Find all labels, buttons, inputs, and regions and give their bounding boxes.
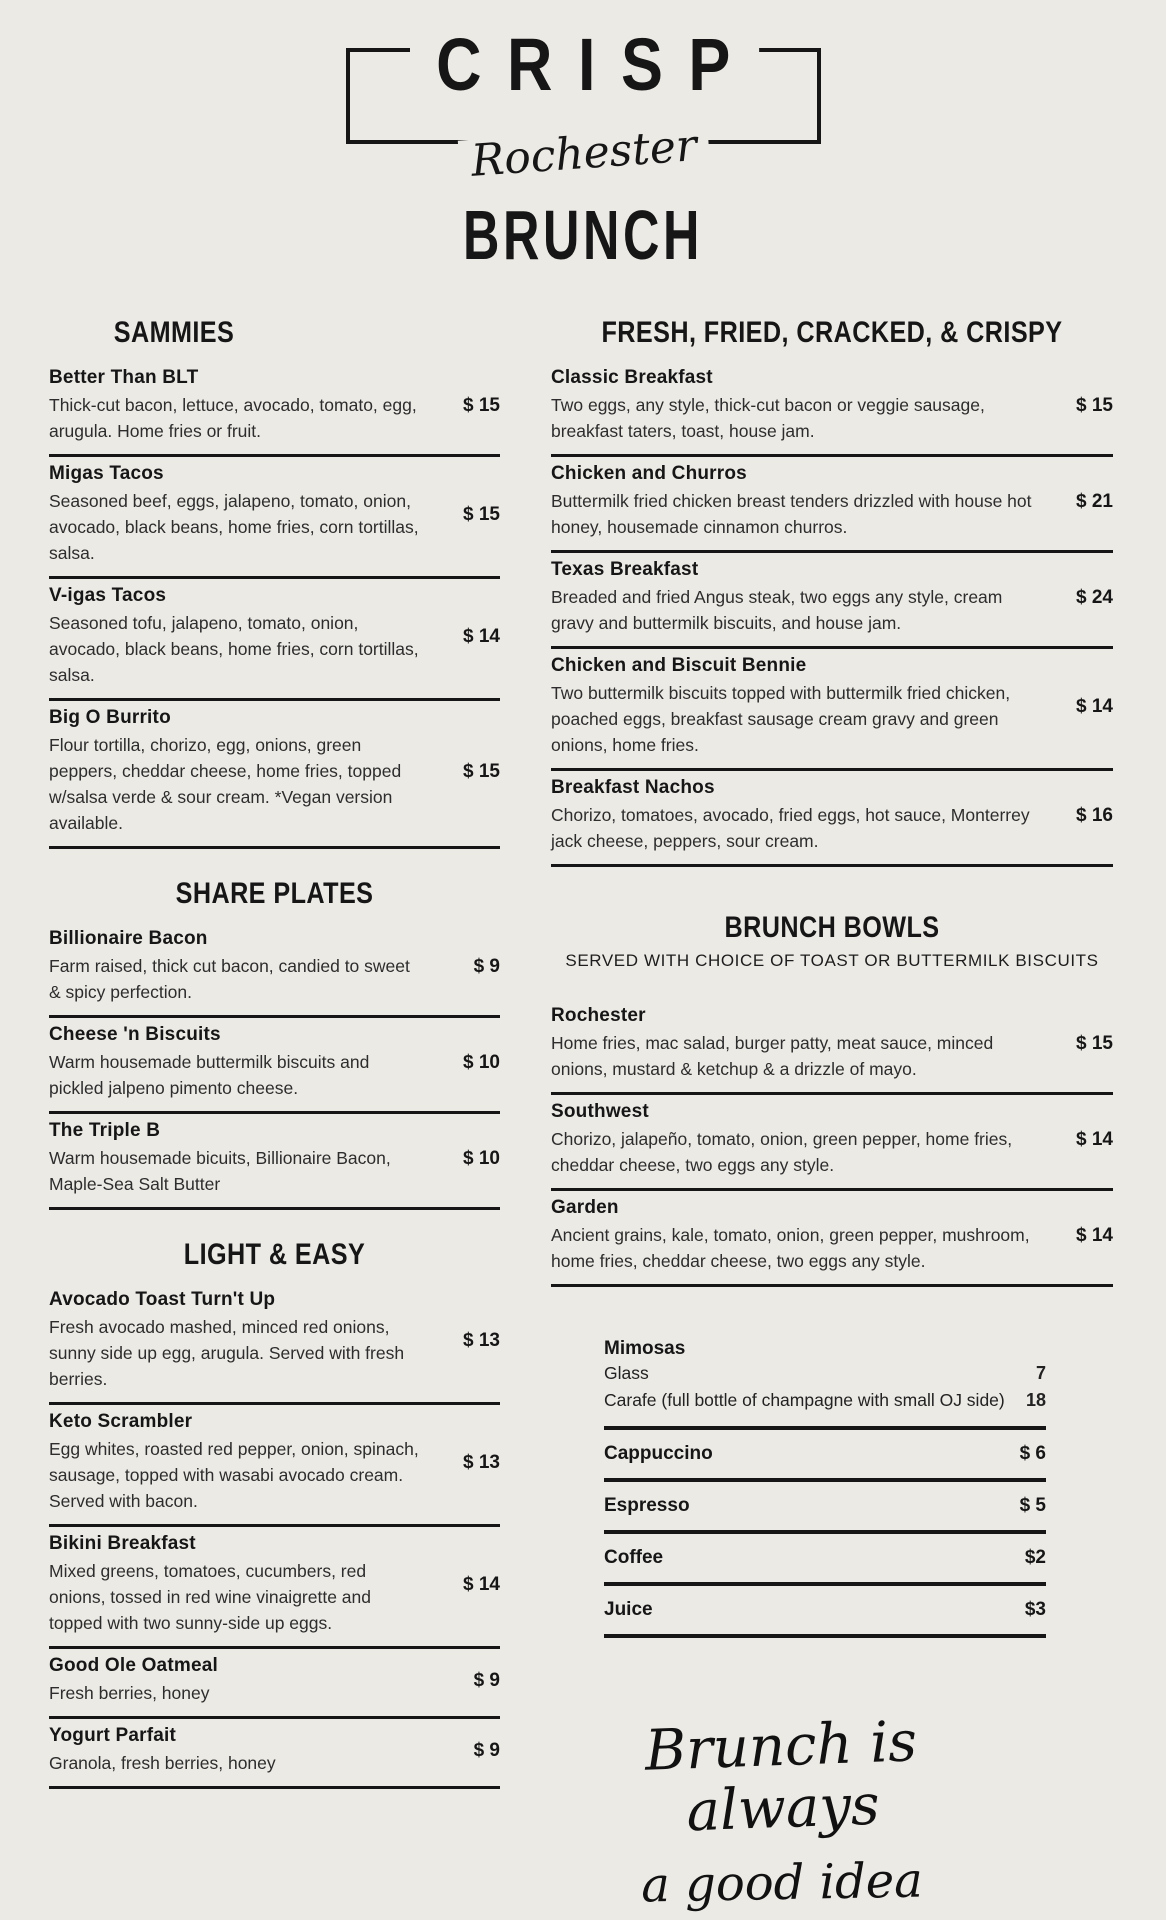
- drinks-section: [604, 1333, 1046, 1638]
- item-description: Chorizo, tomatoes, avocado, fried eggs, hot sauce, Monterrey jack cheese, peppers, sour cream.: [551, 805, 1030, 851]
- menu-item: [551, 1095, 1113, 1191]
- logo: [346, 23, 821, 187]
- item-description: Fresh avocado mashed, minced red onions, sunny side up egg, arugula. Served with fresh berries.: [49, 1317, 405, 1389]
- item-name: Rochester: [551, 1005, 646, 1026]
- drink-name: Mimosas: [604, 1338, 686, 1359]
- item-name: V-igas Tacos: [49, 585, 167, 606]
- item-price: $ 21: [1076, 490, 1113, 512]
- item-description: Granola, fresh berries, honey: [49, 1753, 276, 1773]
- drink-price: $2: [1024, 1546, 1046, 1568]
- item-price: $ 16: [1076, 804, 1113, 826]
- logo-frame-line: [346, 48, 410, 52]
- mimosa-option-label: Glass: [604, 1363, 649, 1383]
- menu-item: [49, 701, 500, 849]
- section-light-easy-items: [49, 1283, 500, 1789]
- item-description: Warm housemade bicuits, Billionaire Bacon, Maple-Sea Salt Butter: [49, 1148, 391, 1194]
- item-price: $ 10: [463, 1051, 500, 1073]
- drink-item: [604, 1482, 1046, 1534]
- item-price: $ 13: [463, 1329, 500, 1351]
- item-price: $ 15: [1076, 394, 1113, 416]
- item-description: Home fries, mac salad, burger patty, meat sauce, minced onions, mustard & ketchup & a drizzle of mayo.: [551, 1033, 994, 1079]
- section-heading-light-easy: LIGHT & EASY: [183, 1238, 366, 1271]
- item-name: The Triple B: [49, 1120, 161, 1141]
- drink-name: Coffee: [604, 1547, 664, 1568]
- item-name: Cheese 'n Biscuits: [49, 1024, 221, 1045]
- item-price: $ 14: [1076, 1224, 1113, 1246]
- item-name: Better Than BLT: [49, 367, 199, 388]
- restaurant-location: Rochester: [457, 123, 709, 184]
- item-price: $ 15: [463, 394, 500, 416]
- drink-item: [604, 1586, 1046, 1638]
- item-price: $ 14: [1076, 1128, 1113, 1150]
- item-name: Chicken and Churros: [551, 463, 747, 484]
- item-description: Breaded and fried Angus steak, two eggs any style, cream gravy and buttermilk biscuits, and house jam.: [551, 587, 1003, 633]
- item-price: $ 15: [463, 503, 500, 525]
- menu-item: [49, 1283, 500, 1405]
- section-heading-sammies: SAMMIES: [113, 316, 235, 349]
- item-name: Garden: [551, 1197, 619, 1218]
- left-column: [49, 300, 500, 1789]
- item-description: Egg whites, roasted red pepper, onion, spinach, sausage, topped with wasabi avocado cream. Served with bacon.: [49, 1439, 419, 1511]
- mimosa-options: [604, 1360, 1046, 1414]
- section-sammies-items: [49, 361, 500, 849]
- menu-item: [49, 361, 500, 457]
- item-price: $ 10: [463, 1147, 500, 1169]
- menu-item: [49, 922, 500, 1018]
- menu-item: [551, 999, 1113, 1095]
- item-price: $ 14: [1076, 695, 1113, 717]
- item-price: $ 14: [463, 1573, 500, 1595]
- item-description: Chorizo, jalapeño, tomato, onion, green pepper, home fries, cheddar cheese, two eggs any style.: [551, 1129, 1013, 1175]
- section-heading-share-plates: SHARE PLATES: [175, 877, 374, 910]
- mimosa-option-price: 18: [1025, 1390, 1046, 1410]
- item-price: $ 24: [1076, 586, 1113, 608]
- restaurant-name: CRISP: [432, 28, 759, 102]
- drink-item: [604, 1534, 1046, 1586]
- item-price: $ 15: [463, 760, 500, 782]
- footer-quote: [551, 1709, 1013, 1914]
- item-description: Seasoned beef, eggs, jalapeno, tomato, onion, avocado, black beans, home fries, corn tortillas, salsa.: [49, 491, 419, 563]
- menu-item: [49, 1018, 500, 1114]
- item-description: Farm raised, thick cut bacon, candied to sweet & spicy perfection.: [49, 956, 410, 1002]
- logo-frame-line: [817, 48, 821, 144]
- item-description: Warm housemade buttermilk biscuits and pickled jalpeno pimento cheese.: [49, 1052, 370, 1098]
- drink-name: Juice: [604, 1599, 653, 1620]
- menu-item: [49, 1649, 500, 1719]
- menu-item: [551, 771, 1113, 867]
- item-name: Bikini Breakfast: [49, 1533, 196, 1554]
- logo-frame-line: [346, 48, 350, 144]
- item-name: Migas Tacos: [49, 463, 164, 484]
- page-title: BRUNCH: [463, 196, 703, 274]
- item-name: Southwest: [551, 1101, 649, 1122]
- item-description: Two buttermilk biscuits topped with buttermilk fried chicken, poached eggs, breakfast sausage cream gravy and green onions, home fries.: [551, 683, 1011, 755]
- item-name: Breakfast Nachos: [551, 777, 715, 798]
- item-name: Texas Breakfast: [551, 559, 699, 580]
- item-description: Seasoned tofu, jalapeno, tomato, onion, avocado, black beans, home fries, corn tortillas, salsa.: [49, 613, 419, 685]
- menu-item: [49, 457, 500, 579]
- drink-item: [604, 1430, 1046, 1482]
- section-subheading-brunch-bowls: SERVED WITH CHOICE OF TOAST OR BUTTERMILK BISCUITS: [565, 951, 1099, 970]
- drink-rows: [604, 1430, 1046, 1638]
- footer-quote-line2: a good idea: [640, 1852, 924, 1914]
- menu-item: [49, 579, 500, 701]
- mimosa-option: [604, 1387, 1046, 1414]
- section-heading-fresh-fried: FRESH, FRIED, CRACKED, & CRISPY: [601, 316, 1063, 349]
- item-description: Flour tortilla, chorizo, egg, onions, green peppers, cheddar cheese, home fries, topped w/salsa verde & sour cream. *Vegan version available.: [49, 735, 402, 833]
- menu-item: [551, 553, 1113, 649]
- item-name: Keto Scrambler: [49, 1411, 193, 1432]
- menu-item: [551, 361, 1113, 457]
- item-description: Buttermilk fried chicken breast tenders drizzled with house hot honey, housemade cinnamon churros.: [551, 491, 1032, 537]
- item-price: $ 13: [463, 1451, 500, 1473]
- item-name: Avocado Toast Turn't Up: [49, 1289, 276, 1310]
- menu-item: [49, 1719, 500, 1789]
- mimosa-option: [604, 1360, 1046, 1387]
- item-price: $ 15: [1076, 1032, 1113, 1054]
- item-description: Two eggs, any style, thick-cut bacon or veggie sausage, breakfast taters, toast, house jam.: [551, 395, 985, 441]
- logo-frame-line: [757, 48, 821, 52]
- item-name: Billionaire Bacon: [49, 928, 208, 949]
- right-column: [551, 300, 1113, 1638]
- drink-name: Espresso: [604, 1495, 690, 1516]
- drink-item-mimosas: [604, 1333, 1046, 1430]
- item-price: $ 14: [463, 625, 500, 647]
- item-description: Mixed greens, tomatoes, cucumbers, red onions, tossed in red wine vinaigrette and topped with two sunny-side up eggs.: [49, 1561, 372, 1633]
- item-price: $ 9: [473, 1739, 500, 1761]
- section-heading-brunch-bowls: BRUNCH BOWLS: [724, 911, 940, 944]
- menu-item: [551, 649, 1113, 771]
- footer-quote-line1: Brunch is always: [643, 1709, 918, 1844]
- menu-item: [551, 457, 1113, 553]
- section-fresh-fried-items: [551, 361, 1113, 867]
- drink-price: $3: [1024, 1598, 1046, 1620]
- menu-item: [49, 1114, 500, 1210]
- item-name: Chicken and Biscuit Bennie: [551, 655, 807, 676]
- menu-item: [49, 1405, 500, 1527]
- item-price: $ 9: [473, 955, 500, 977]
- mimosa-option-label: Carafe (full bottle of champagne with small OJ side): [604, 1390, 1005, 1410]
- drink-price: $ 5: [1019, 1494, 1046, 1516]
- drink-price: $ 6: [1019, 1442, 1046, 1464]
- item-name: Big O Burrito: [49, 707, 171, 728]
- item-name: Good Ole Oatmeal: [49, 1655, 218, 1676]
- section-brunch-bowls-items: [551, 999, 1113, 1287]
- item-name: Classic Breakfast: [551, 367, 713, 388]
- menu-item: [551, 1191, 1113, 1287]
- item-description: Fresh berries, honey: [49, 1683, 210, 1703]
- item-name: Yogurt Parfait: [49, 1725, 177, 1746]
- mimosa-option-price: 7: [1035, 1363, 1046, 1383]
- drink-name: Cappuccino: [604, 1443, 713, 1464]
- section-share-plates-items: [49, 922, 500, 1210]
- item-description: Ancient grains, kale, tomato, onion, green pepper, mushroom, home fries, cheddar cheese, two eggs any style.: [551, 1225, 1030, 1271]
- item-price: $ 9: [473, 1669, 500, 1691]
- menu-item: [49, 1527, 500, 1649]
- item-description: Thick-cut bacon, lettuce, avocado, tomato, egg, arugula. Home fries or fruit.: [49, 395, 417, 441]
